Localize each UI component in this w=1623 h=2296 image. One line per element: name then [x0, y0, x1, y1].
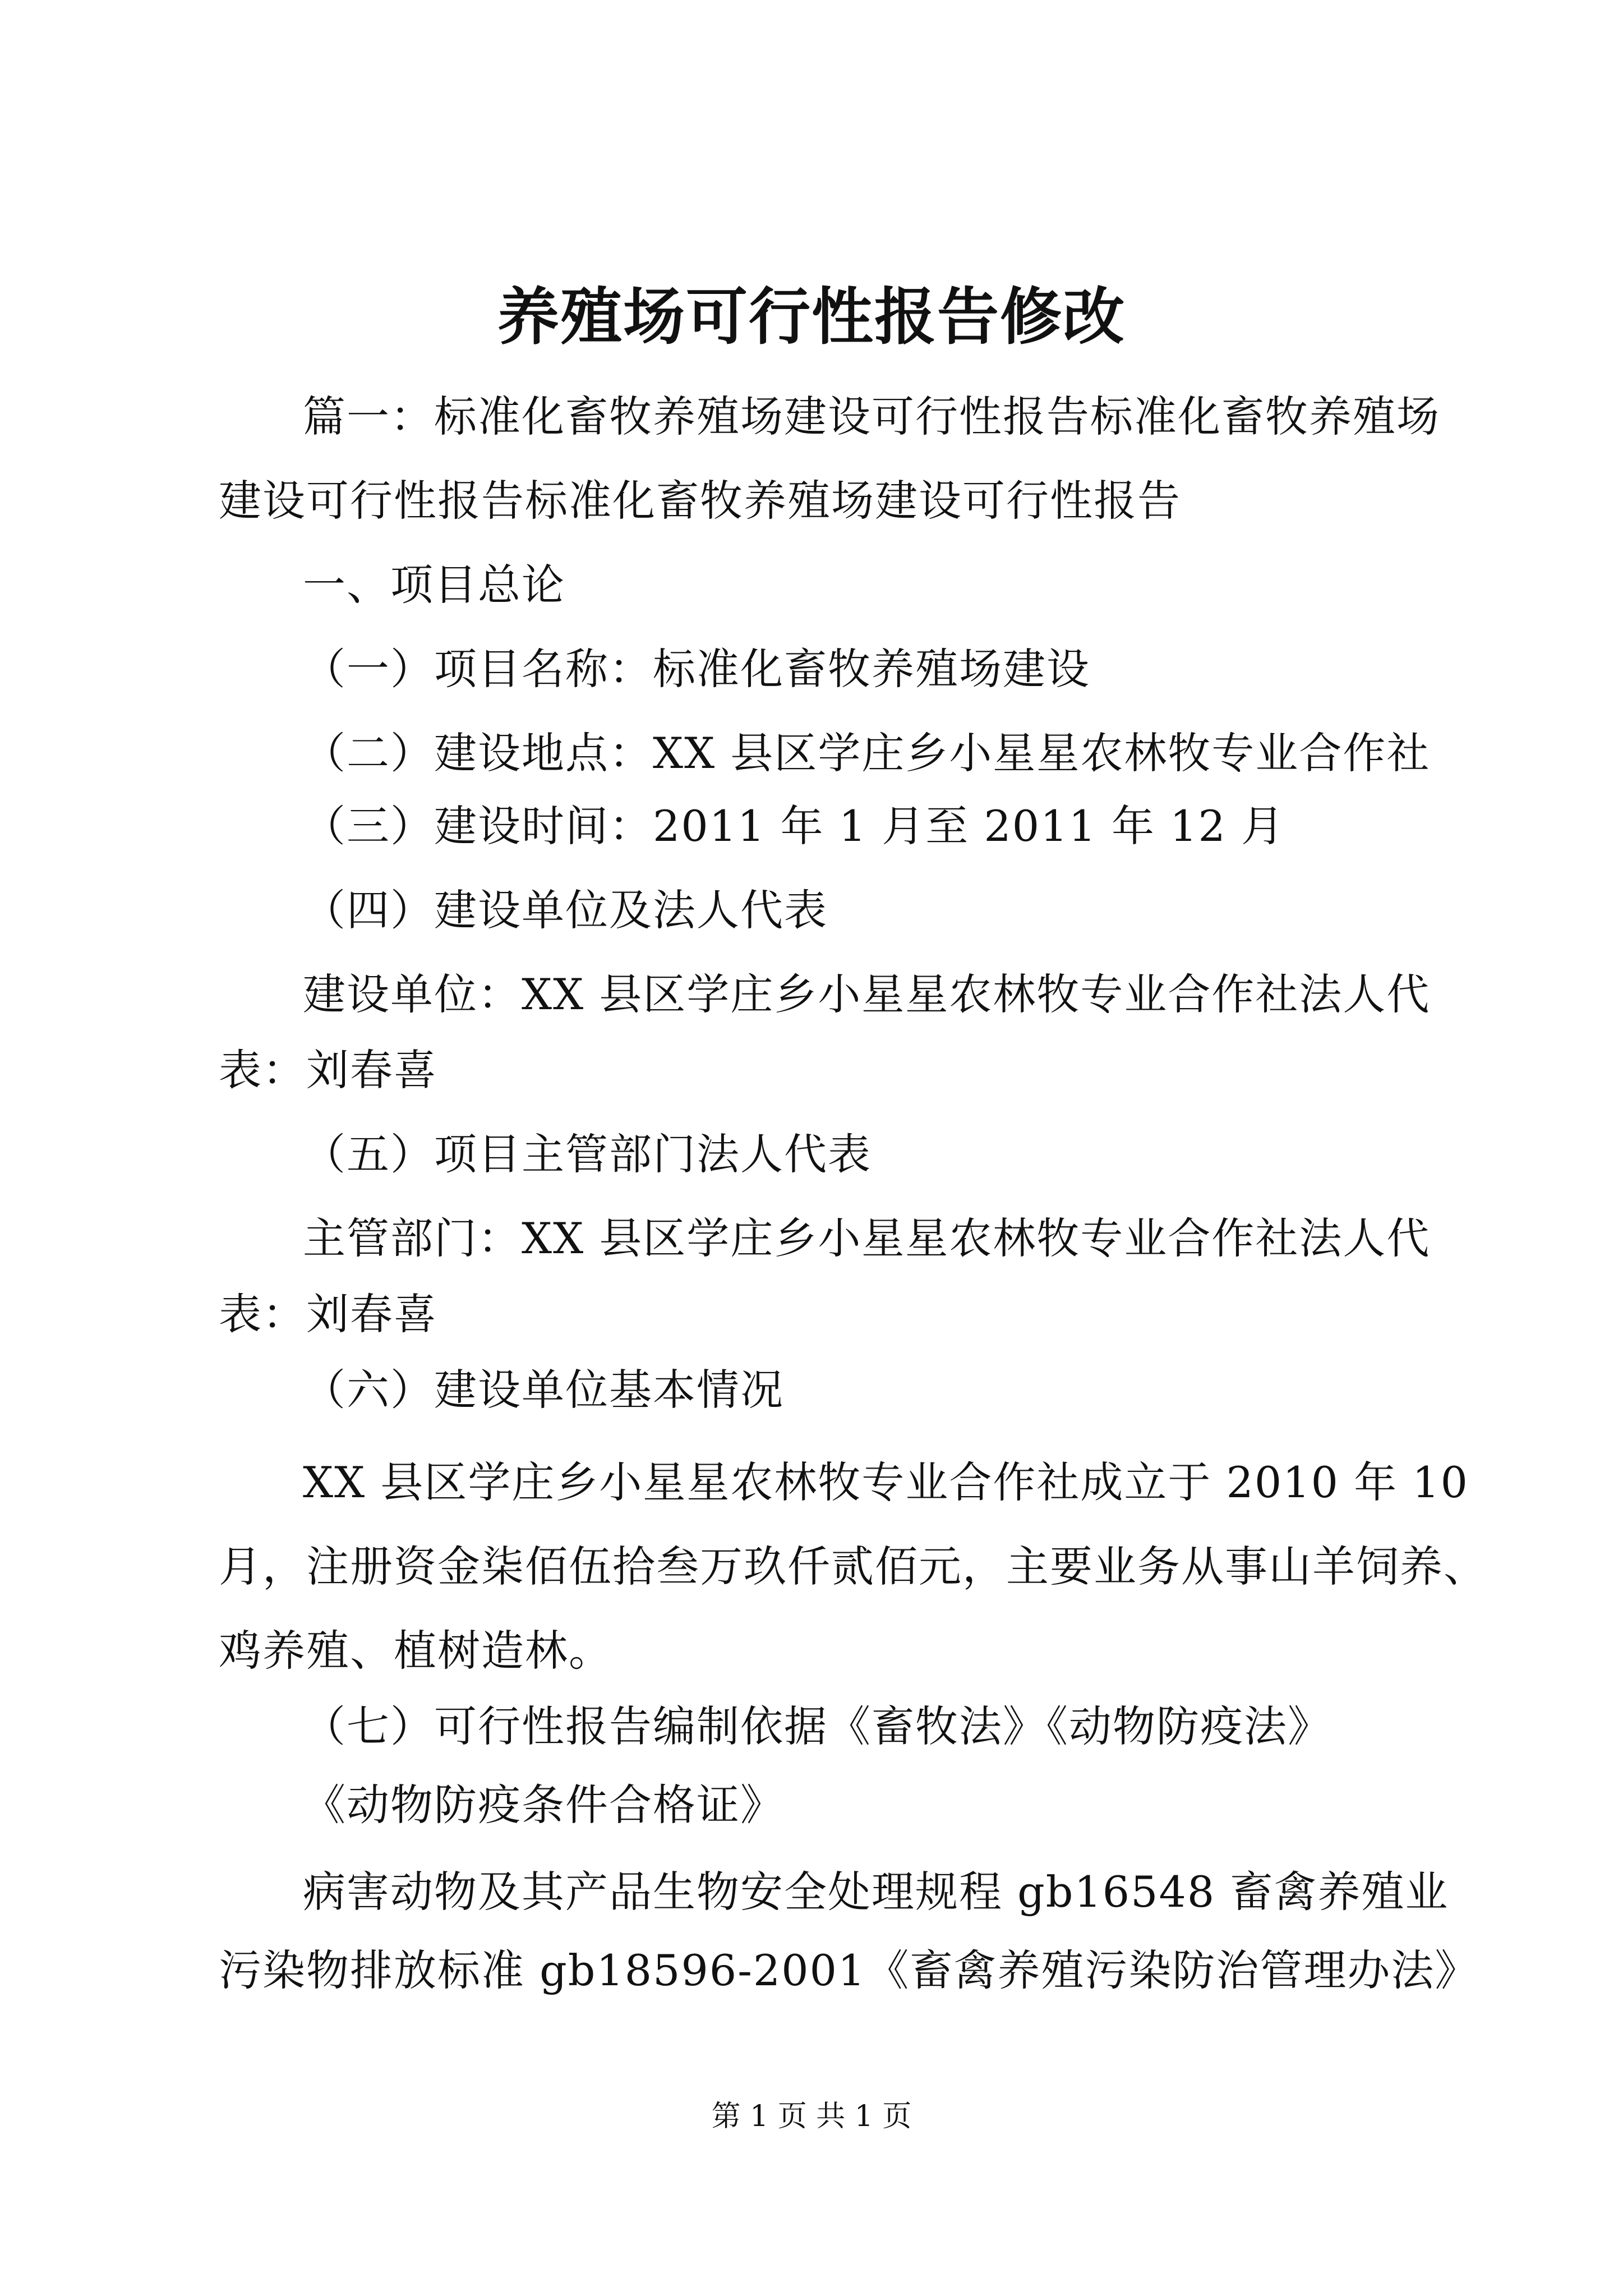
paragraph-line: （七）可行性报告编制依据《畜牧法》《动物防疫法》	[303, 1701, 1331, 1751]
paragraph-line: 建设单位：XX 县区学庄乡小星星农林牧专业合作社法人代	[303, 969, 1431, 1019]
paragraph-line: 表：刘春喜	[219, 1289, 437, 1339]
paragraph-line: （四）建设单位及法人代表	[303, 885, 828, 935]
paragraph-line: 《动物防疫条件合格证》	[303, 1780, 784, 1830]
paragraph-line: （三）建设时间：2011 年 1 月至 2011 年 12 月	[303, 801, 1285, 851]
paragraph-line: XX 县区学庄乡小星星农林牧专业合作社成立于 2010 年 10	[303, 1457, 1469, 1507]
paragraph-line: 表：刘春喜	[219, 1045, 437, 1095]
paragraph-line: 建设可行性报告标准化畜牧养殖场建设可行性报告	[219, 476, 1181, 526]
paragraph-line: 篇一：标准化畜牧养殖场建设可行性报告标准化畜牧养殖场	[303, 392, 1440, 441]
paragraph-line: （一）项目名称：标准化畜牧养殖场建设	[303, 644, 1090, 694]
paragraph-line: 主管部门：XX 县区学庄乡小星星农林牧专业合作社法人代	[303, 1213, 1431, 1263]
document-title: 养殖场可行性报告修改	[497, 280, 1126, 353]
paragraph-line: （六）建设单位基本情况	[303, 1365, 784, 1415]
paragraph-line: 污染物排放标准 gb18596-2001《畜禽养殖污染防治管理办法》	[219, 1945, 1479, 1995]
paragraph-line: 鸡养殖、植树造林。	[219, 1626, 612, 1676]
page-footer: 第 1 页 共 1 页	[711, 2100, 912, 2133]
paragraph-line: （二）建设地点：XX 县区学庄乡小星星农林牧专业合作社	[303, 728, 1431, 778]
paragraph-line: （五）项目主管部门法人代表	[303, 1129, 872, 1179]
section-heading: 一、项目总论	[303, 560, 565, 610]
paragraph-line: 病害动物及其产品生物安全处理规程 gb16548 畜禽养殖业	[303, 1867, 1449, 1917]
paragraph-line: 月，注册资金柒佰伍拾叁万玖仟贰佰元，主要业务从事山羊饲养、	[219, 1542, 1487, 1591]
